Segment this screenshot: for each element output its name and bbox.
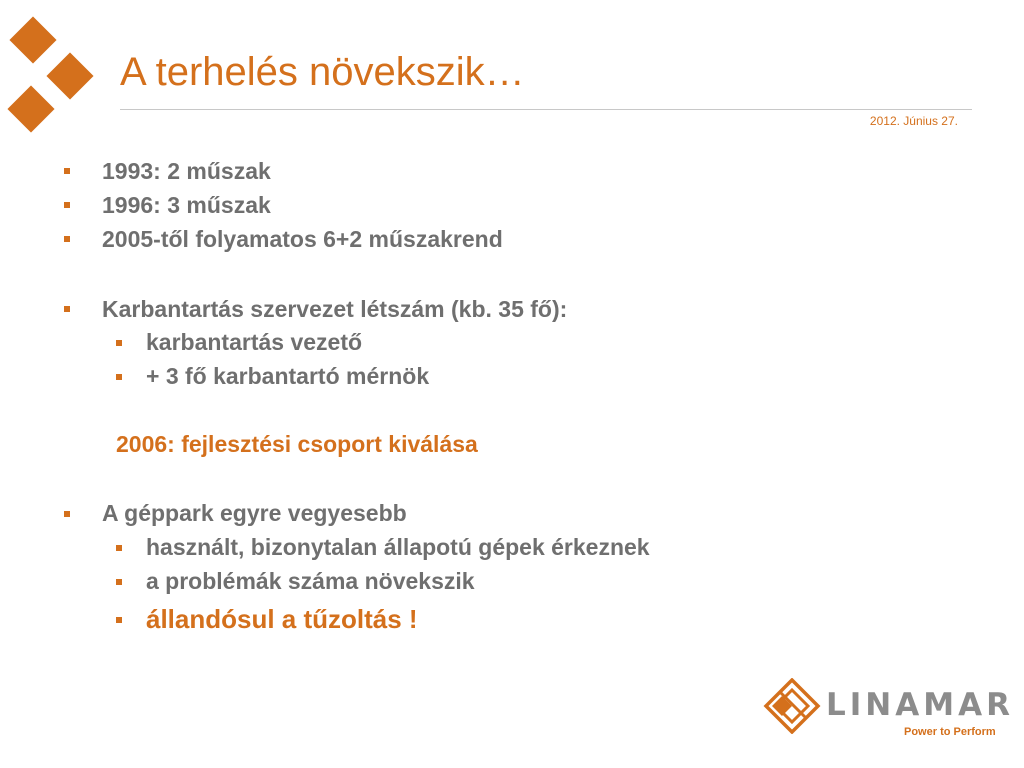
list-subitem: + 3 fő karbantartó mérnök — [146, 363, 430, 389]
list-subitem: a problémák száma növekszik — [146, 568, 475, 594]
highlight-line: 2006: fejlesztési csoport kiválása — [116, 431, 478, 457]
square-bullet-icon — [64, 202, 70, 208]
list-item: 1996: 3 műszak — [102, 192, 271, 218]
square-bullet-icon — [116, 545, 122, 551]
list-subitem: használt, bizonytalan állapotú gépek érkeznek — [146, 534, 650, 560]
list-subitem: karbantartás vezető — [146, 329, 363, 355]
linamar-logo — [760, 676, 1014, 740]
square-bullet-icon — [64, 511, 70, 517]
linamar-diamond-icon — [760, 678, 822, 734]
list-item: 2005-től folyamatos 6+2 műszakrend — [102, 226, 503, 252]
logo-wordmark: LINAMAR — [826, 687, 1014, 723]
list-item: Karbantartás szervezet létszám (kb. 35 fő): — [102, 296, 568, 322]
square-bullet-icon — [64, 236, 70, 242]
slide-date: 2012. Június 27. — [869, 114, 958, 128]
slide-title: A terhelés növekszik… — [120, 50, 525, 94]
list-item: 1993: 2 műszak — [102, 158, 271, 184]
highlight-subitem: állandósul a tűzoltás ! — [146, 604, 418, 634]
square-bullet-icon — [116, 340, 122, 346]
square-bullet-icon — [64, 306, 70, 312]
square-bullet-icon — [64, 168, 70, 174]
logo-tagline: Power to Perform — [904, 726, 996, 738]
list-item: A géppark egyre vegyesebb — [102, 500, 407, 526]
square-bullet-icon — [116, 579, 122, 585]
square-bullet-icon — [116, 617, 122, 623]
square-bullet-icon — [116, 374, 122, 380]
